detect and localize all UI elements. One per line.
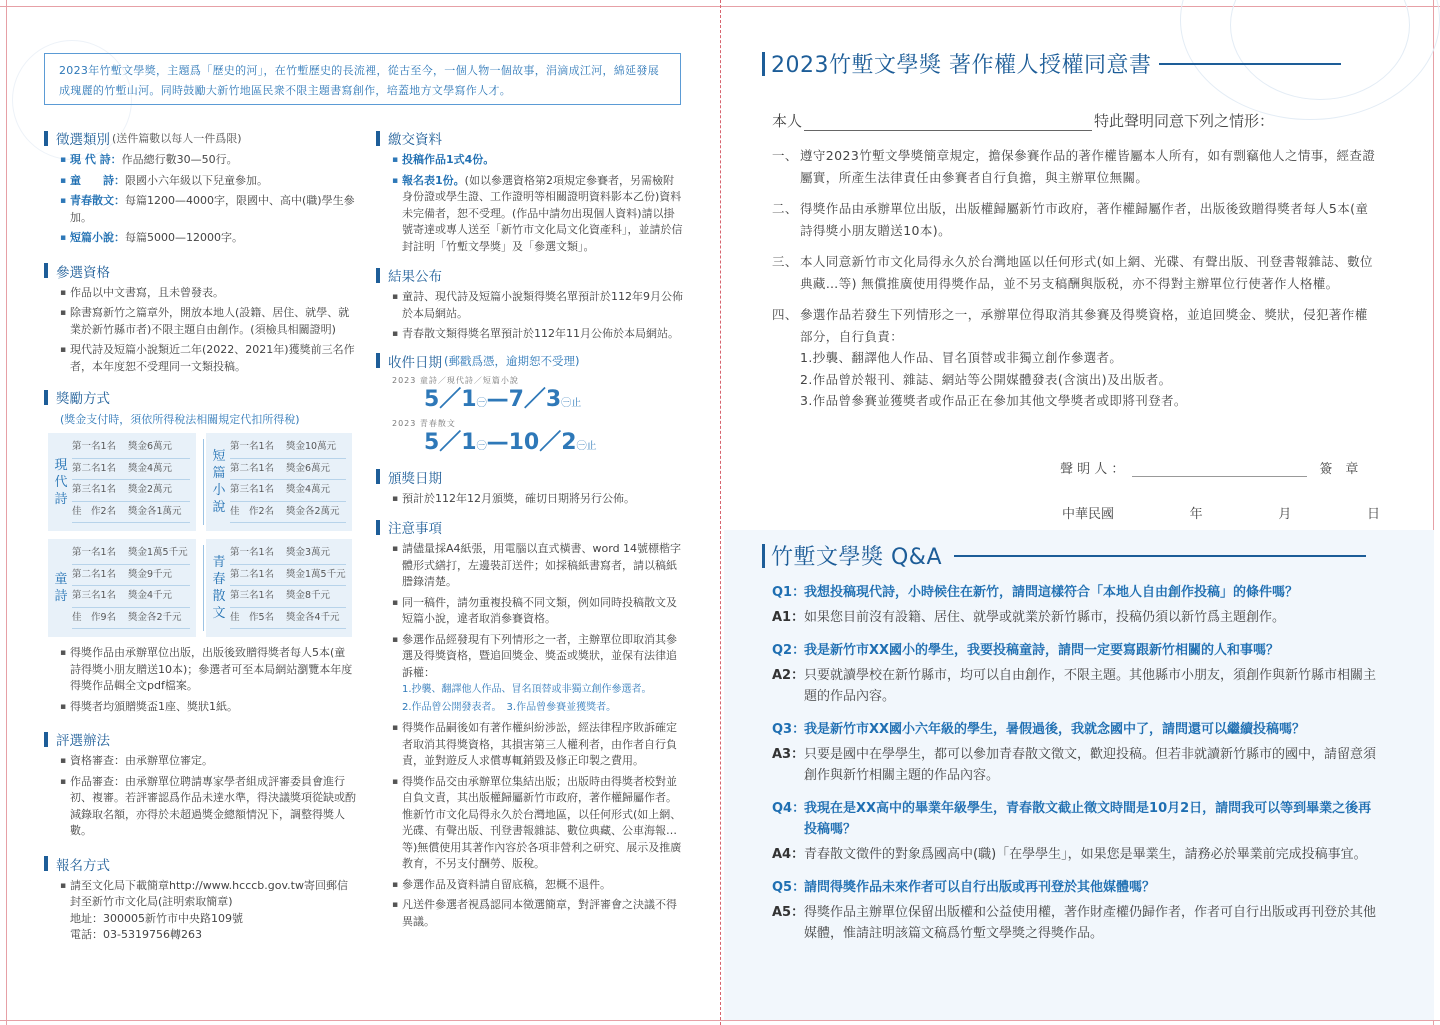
list-item: ▪ 報名表1份。(如以參選資格第2項規定參賽者，另需檢附身份證或學生證、工作證明等相關證明資料影本乙份)資料未完備者，恕不受理。(作品中請勿出現個人資料)請以掛號寄達或專人送至「新竹市文化局文化資產科」，並請於信封註明「竹塹文學獎」及「參選文類」。 [392,173,684,256]
consent-term: 三、 本人同意新竹市文化局得永久於台灣地區以任何形式(如上網、光碟、有聲出版、刊登書報雜誌、數位典藏…等) 無償推廣使用得獎作品，並不另支稿酬與版税，亦不得對主辦單位行使著作人格權。 [772,254,1373,291]
fold-line [720,0,721,1025]
notes-list [376,541,684,930]
section-bar [44,732,48,747]
date-category-label: 2023 童詩／現代詩／短篇小說 [392,375,519,385]
award-row: 第三名1名 獎金4千元 [72,586,190,608]
title-rule [954,555,1366,557]
declaration-prefix: 本人 [772,112,803,130]
section-title-text: 徵選類別 [56,132,110,148]
section-title-eligibility [44,261,356,281]
section-title-text: 收件日期 [388,354,442,371]
left-column-a [44,122,356,948]
qa-list [772,582,1378,956]
section-subtitle: (郵戳爲憑，逾期恕不受理) [444,353,580,368]
list-item: ▪ 請儘量採A4紙張，用電腦以直式橫書、word 14號標楷字體形式繕打，左邊裝訂送件；如採稿紙書寫者，請以稿紙謄錄清楚。 [392,541,684,591]
left-column-b [376,122,684,934]
awards-list [44,645,356,715]
section-title-text: 評選辦法 [56,733,110,749]
ceremony-list [376,491,684,508]
note-sub-item: 2.作品曾公開發表者。 3.作品曾參賽並獲獎者。 [402,701,617,713]
list-item: ▪ 現代詩及短篇小說類近二年(2022、2021年)獲獎前三名作者，本年度恕不受理同一文類投稿。 [60,342,356,375]
date-category-label: 2023 青春散文 [392,418,456,428]
qa-answer: A2： 只要就讀學校在新竹縣市，均可以自由創作，不限主題。其他縣市小朋友，須創作與新竹縣市相關主題的作品內容。 [772,668,1377,704]
section-title-collection [376,351,684,371]
award-row: 第二名1名 獎金4萬元 [72,459,190,481]
award-row: 第二名1名 獎金9千元 [72,565,190,587]
apply-text: 請至文化局下載簡章http://www.hcccb.gov.tw寄回郵信封至新竹市文化局(註明索取簡章) [70,878,348,908]
qa-question: Q3： 我是新竹市XX國小六年級的學生，暑假過後，我就念國中了，請問還可以繼續投稿嗎？ [772,722,1306,737]
award-row: 第二名1名 獎金1萬5千元 [230,565,346,587]
date-range: 5／1㊀—7／3㊀止 [424,386,582,412]
section-title-ceremony [376,467,684,487]
judging-list [44,753,356,840]
consent-terms [772,145,1378,422]
list-item: ▪ 得獎者均頒贈獎盃1座、獎狀1紙。 [60,699,356,716]
signature-line [1060,458,1380,477]
list-item: ▪ 得獎作品交由承辦單位集結出版；出版時由得獎者校對並自負文責，其出版權歸屬新竹市政府，著作權歸屬作者。惟新竹市文化局得永久於台灣地區，以任何形式(如上網、光碟、有聲出版、刊登書報雜誌、數位典藏、公車海報…等)無償使用其著作內容於各項非營利之研究、展示及推廣教育，不另支付酬勞、版稅。 [392,774,684,873]
section-title-text: 注意事項 [388,521,442,537]
list-item: ▪ 現 代 詩：作品總行數30—50行。 [60,152,356,169]
list-item: ▪ 作品審查：由承辦單位聘請專家學者組成評審委員會進行初、複審。若評審認爲作品未達水準，得決議獎項從缺或酌減錄取名額，亦得於未超過獎金總額情況下，調整得獎人數。 [60,774,356,840]
date-era: 中華民國 [1062,507,1115,522]
list-item: ▪ 短篇小說：每篇5000—12000字。 [60,230,356,247]
signer-label: 聲 明 人 ： [1060,462,1125,477]
name-blank-field[interactable] [804,111,1092,131]
list-item: ▪ 童 詩：限國小六年級以下兒童參加。 [60,173,356,190]
section-title-judging [44,729,356,749]
award-row: 佳 作9名 獎金各2千元 [72,608,190,630]
award-row: 第三名1名 獎金2萬元 [72,480,190,502]
qa-answer: A1： 如果您目前沒有設籍、居住、就學或就業於新竹縣市，投稿仍須以新竹爲主題創作。 [772,610,1286,625]
section-title-text: 報名方式 [56,857,110,874]
list-item: ▪ 得獎作品由承辦單位出版，出版後致贈得獎者每人5本(童詩得獎小朋友贈送10本)；參選者可至本局網站瀏覽本年度得獎作品輯全文pdf檔案。 [60,645,356,695]
award-block-label: 現 代 詩 [54,457,68,507]
award-block-label: 青 春 散 文 [212,555,226,621]
intro-box: 2023年竹塹文學獎，主題爲「歷史的河」，在竹塹歷史的長流裡，從古至今，一個人物一個故事，涓滴成江河，綿延發展成瑰麗的竹塹山河。同時鼓勵大新竹地區民衆不限主題書寫創作，培蓋地方文學寫作人才。 [44,53,681,105]
title-bar [762,52,765,76]
award-block-label: 童 詩 [54,572,68,604]
list-item: ▪ 凡送件參選者視爲認同本徵選簡章，對評審會之決議不得異議。 [392,897,684,930]
qa-question: Q5： 請問得獎作品未來作者可以自行出版或再刊登於其他媒體嗎？ [772,880,1156,895]
award-block-label: 短 篇 小 說 [212,449,226,515]
list-item: ▪ 資格審查：由承辦單位審定。 [60,753,356,770]
apply-list [44,878,356,944]
section-subtitle: (送件篇數以每人一件爲限) [112,132,242,145]
award-row: 第一名1名 獎金1萬5千元 [72,543,190,565]
date-day: 日 [1366,507,1380,522]
section-title-categories [44,128,356,148]
list-item: ▪ 參選作品經發現有下列情形之一者，主辦單位即取消其參選及得獎資格，暨追回獎金、獎盃或獎狀，並保有法律追訴權： 1.抄襲、翻譯他人作品、冒名頂替或非獨立創作參選者。 2.作品曾公開發表者。 3.作品曾參賽並獲獎者。 [392,632,684,717]
list-item: ▪ 除書寫新竹之篇章外，開放本地人(設籍、居住、就學、就業於新竹縣市者)不限主題自由創作。(須檢具相關證明) [60,305,356,338]
date-range: 5／1㊀—10／2㊀止 [424,429,597,455]
declaration-line [772,110,1274,131]
consent-sub-item: 3.作品曾參賽並獲獎者或作品正在參加其他文學獎者或即將刊登者。 [800,393,1187,408]
section-title-text: 頒獎日期 [388,470,442,487]
section-bar [44,390,48,405]
award-divider [203,439,204,525]
section-title-results [376,265,684,285]
consent-term: 二、 得獎作品由承辦單位出版，出版權歸屬新竹市政府，著作權歸屬作者，出版後致贈得獎者每人5本(童詩得獎小朋友贈送10本)。 [772,201,1369,238]
section-bar [44,131,48,146]
declaration-suffix: 特此聲明同意下列之情形： [1094,112,1275,130]
consent-term: 一、 遵守2023竹塹文學獎簡章規定，擔保參賽作品的著作權皆屬本人所有，如有剽竊他人之情事，經查證屬實，所產生法律責任由參賽者自行負擔，與主辦單位無關。 [772,148,1376,185]
award-row: 第三名1名 獎金8千元 [230,586,346,608]
section-bar [376,353,380,368]
qa-question: Q2： 我是新竹市XX國小的學生，我要投稿童詩，請問一定要寫跟新竹相關的人和事嗎？ [772,643,1280,658]
list-item: ▪ 同一稿件，請勿重複投稿不同文類，例如同時投稿散文及短篇小說，違者取消參賽資格。 [392,595,684,628]
section-bar [376,469,380,484]
date-year: 年 [1189,507,1203,522]
list-item: ▪ 投稿作品1式4份。 [392,152,684,169]
qa-answer: A4： 青春散文徵件的對象爲國高中(職)「在學學生」，如果您是畢業生，請務必於畢業前完成投稿事宜。 [772,847,1367,862]
consent-title-text: 2023竹塹文學獎 著作權人授權同意書 [771,53,1152,78]
section-bar [376,268,380,283]
award-row: 第一名1名 獎金6萬元 [72,437,190,459]
list-item: ▪ 參選作品及資料請自留底稿，恕概不退件。 [392,877,684,894]
section-title-notes [376,517,684,537]
list-item: ▪ 青春散文：每篇1200—4000字，限國中、高中(職)學生參加。 [60,193,356,226]
section-title-submission [376,128,684,148]
signature-blank-field[interactable] [1132,459,1307,477]
award-block-children-poetry [48,539,196,637]
list-item: ▪ 童詩、現代詩及短篇小說類得獎名單預計於112年9月公佈於本局網站。 [392,289,684,322]
section-bar [44,263,48,278]
award-row: 佳 作2名 獎金各1萬元 [72,502,190,524]
consent-sub-item: 1.抄襲、翻譯他人作品、冒名頂替或非獨立創作參選者。 [800,350,1123,365]
award-row: 第一名1名 獎金3萬元 [230,543,346,565]
section-title-apply [44,854,356,874]
consent-term: 四、 參選作品若發生下列情形之一，承辦單位得取消其參賽及得獎資格，並追回獎金、獎狀，侵犯著作權部分，自行負責： 1.抄襲、翻譯他人作品、冒名頂替或非獨立創作參選者。 2.作品曾於報刊、雜誌、網站等公開媒體發表(含演出)及出版者。 3.作品曾參賽並獲獎者或作品正在參加其他文學獎者或即將刊登者。 [772,304,1378,412]
qa-answer: A5： 得獎作品主辦單位保留出版權和公益使用權，著作財產權仍歸作者，作者可自行出版或再刊登於其他媒體，惟請註明該篇文稿爲竹塹文學獎之得獎作品。 [772,905,1377,941]
categories-list [44,152,356,247]
list-item [60,878,356,944]
section-bar [376,131,380,146]
tax-note: (獎金支付時，須依所得稅法相關規定代扣所得稅) [60,413,300,426]
eligibility-list [44,285,356,376]
award-row: 第二名1名 獎金6萬元 [230,459,346,481]
list-item: ▪ 預計於112年12月頒獎，確切日期將另行公佈。 [392,491,684,508]
section-title-text: 繳交資料 [388,132,442,148]
trim-line-left [6,0,7,1025]
list-item: ▪ 得獎作品嗣後如有著作權糾紛涉訟，經法律程序敗訴確定者取消其得獎資格，其損害第三人權利者，由作者自行負責，並對遊反人求償專輒銷毀及修正印製之費用。 [392,720,684,770]
section-title-awards [44,387,356,407]
section-title-text: 結果公布 [388,269,442,285]
section-title-text: 參選資格 [56,264,110,281]
seal-label: 簽 章 [1319,462,1359,477]
award-row: 佳 作2名 獎金各2萬元 [230,502,346,524]
consent-title [762,48,1341,79]
date-month: 月 [1278,507,1292,522]
list-item: ▪ 青春散文類得獎名單預計於112年11月公佈於本局網站。 [392,326,684,343]
qa-title [762,540,1366,571]
award-block-short-story [206,433,352,531]
awards-table [48,433,353,641]
qa-question: Q4： 我現在是XX高中的畢業年級學生，青春散文截止徵文時間是10月2日，請問我可以等到畢業之後再投稿嗎？ [772,801,1372,837]
qa-title-text: 竹塹文學獎 Q&A [771,545,943,570]
award-row: 第三名1名 獎金4萬元 [230,480,346,502]
section-bar [376,520,380,535]
note-sub-item: 1.抄襲、翻譯他人作品、冒名頂替或非獨立創作參選者。 [402,684,652,695]
section-bar [44,856,48,871]
qa-answer: A3： 只要是國中在學學生，都可以參加青春散文徵文，歡迎投稿。但若非就讀新竹縣市的國中，請留意須創作與新竹相關主題的作品內容。 [772,747,1377,783]
submission-list [376,152,684,255]
award-row: 佳 作5名 獎金各4千元 [230,608,346,630]
phone-text: 電話：03-5319756轉263 [70,928,202,941]
date-line [1062,503,1380,522]
address-text: 地址：300005新竹市中央路109號 [70,911,243,925]
list-item: ▪ 作品以中文書寫，且未曾發表。 [60,285,356,302]
results-list [376,289,684,343]
title-bar [762,544,765,568]
title-rule [1159,63,1341,65]
qa-question: Q1： 我想投稿現代詩，小時候住在新竹，請問這樣符合「本地人自由創作投稿」的條件嗎？ [772,585,1299,600]
award-block-modern-poetry [48,433,196,531]
award-divider [203,545,204,631]
award-block-youth-prose [206,539,352,637]
award-row: 第一名1名 獎金10萬元 [230,437,346,459]
section-title-text: 獎勵方式 [56,391,110,407]
consent-sub-item: 2.作品曾於報刊、雜誌、網站等公開媒體發表(含演出)及出版者。 [800,371,1172,387]
